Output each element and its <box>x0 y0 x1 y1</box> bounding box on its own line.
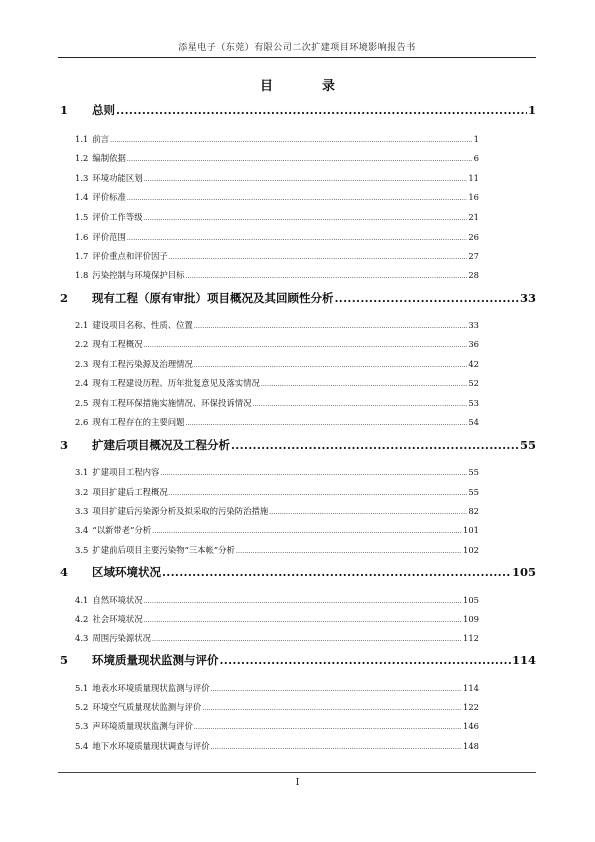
toc-entry-label: 声环境质量现状监测与评价 <box>92 721 193 731</box>
toc-chapter-4[interactable] <box>60 564 536 580</box>
dot-leader <box>194 323 468 330</box>
toc-entry-label: 编制依据 <box>92 153 126 163</box>
dot-leader <box>152 528 462 535</box>
toc-entry-page: 148 <box>463 741 479 751</box>
toc-entry-label: 总则 <box>92 103 115 117</box>
toc-entry-number: 1.4 <box>75 192 89 202</box>
toc-title: 目 录 <box>259 79 353 94</box>
toc-entry-number: 5.4 <box>75 741 89 751</box>
toc-section-1-3[interactable] <box>75 172 479 184</box>
toc-chapter-3[interactable] <box>60 437 536 453</box>
toc-entry-number: 1.1 <box>75 134 89 144</box>
toc-entry-label: 现有工程污染源及治理情况 <box>92 359 193 369</box>
toc-entry-label: 地下水环境质量现状调查与评价 <box>92 741 210 751</box>
toc-entry-label: 扩建项目工程内容 <box>92 467 160 477</box>
toc-entry-page: 146 <box>463 721 479 731</box>
toc-entry-page: 1 <box>527 103 536 117</box>
toc-entry-number: 1.8 <box>75 270 89 280</box>
toc-entry-number: 1.7 <box>75 251 89 261</box>
toc-entry-page: 33 <box>468 320 479 330</box>
toc-entry-number: 5.1 <box>75 683 89 693</box>
toc-entry-page: 16 <box>468 192 479 202</box>
toc-section-1-8[interactable] <box>75 269 479 281</box>
dot-leader <box>169 254 468 261</box>
toc-entry-number: 1.5 <box>75 212 89 222</box>
toc-entry-label: 区域环境状况 <box>92 565 161 579</box>
dot-leader <box>144 617 462 624</box>
toc-section-3-3[interactable] <box>75 505 479 517</box>
dot-leader <box>152 636 462 643</box>
toc-entry-label: 现有工程存在的主要问题 <box>92 417 185 427</box>
toc-entry-label: 现有工程建设历程、历年批复意见及落实情况 <box>92 378 260 388</box>
toc-entry-label: 项目扩建后污染源分析及拟采取的污染防治措施 <box>92 506 269 516</box>
footer-divider <box>58 772 536 773</box>
toc-section-5-2[interactable] <box>75 701 479 713</box>
toc-section-2-4[interactable] <box>75 377 479 389</box>
toc-section-3-1[interactable] <box>75 466 479 478</box>
toc-entry-number: 4.2 <box>75 614 89 624</box>
dot-leader <box>116 103 527 117</box>
toc-entry-number: 1.2 <box>75 153 89 163</box>
toc-entry-number: 4 <box>60 565 69 579</box>
toc-entry-number: 5.2 <box>75 702 89 712</box>
toc-entry-label: 社会环境状况 <box>92 614 143 624</box>
toc-entry-number: 3.5 <box>75 545 89 555</box>
toc-section-2-2[interactable] <box>75 338 479 350</box>
toc-section-1-6[interactable] <box>75 231 479 243</box>
toc-chapter-1[interactable] <box>60 102 536 118</box>
toc-section-2-1[interactable] <box>75 319 479 331</box>
toc-entry-label: 污染控制与环境保护目标 <box>92 270 185 280</box>
toc-entry-page: 53 <box>468 398 479 408</box>
toc-entry-number: 3.2 <box>75 487 89 497</box>
dot-leader <box>162 565 511 579</box>
toc-entry-page: 114 <box>511 653 536 667</box>
toc-entry-number: 1.6 <box>75 232 89 242</box>
dot-leader <box>127 235 468 242</box>
toc-entry-number: 2.6 <box>75 417 89 427</box>
toc-entry-number: 4.3 <box>75 633 89 643</box>
toc-section-3-4[interactable] <box>75 524 479 536</box>
toc-entry-page: 52 <box>468 378 479 388</box>
toc-chapter-5[interactable] <box>60 652 536 668</box>
toc-entry-page: 6 <box>473 153 479 163</box>
toc-entry-page: 122 <box>463 702 479 712</box>
toc-section-5-1[interactable] <box>75 682 479 694</box>
dot-leader <box>252 401 467 408</box>
toc-section-2-5[interactable] <box>75 397 479 409</box>
toc-chapter-2[interactable] <box>60 290 536 306</box>
toc-entry-label: 评价范围 <box>92 232 126 242</box>
toc-entry-number: 2.4 <box>75 378 89 388</box>
dot-leader <box>211 744 462 751</box>
dot-leader <box>144 342 468 349</box>
toc-entry-page: 55 <box>468 487 479 497</box>
toc-entry-page: 82 <box>468 506 479 516</box>
dot-leader <box>261 381 468 388</box>
toc-entry-page: 42 <box>468 359 479 369</box>
toc-section-4-1[interactable] <box>75 594 479 606</box>
dot-leader <box>231 438 519 452</box>
toc-entry-label: 周围污染源状况 <box>92 633 151 643</box>
dot-leader <box>185 420 467 427</box>
dot-leader <box>110 137 473 144</box>
toc-section-1-4[interactable] <box>75 191 479 203</box>
toc-entry-number: 5 <box>60 653 69 667</box>
toc-entry-page: 54 <box>468 417 479 427</box>
toc-entry-label: 现有工程环保措施实施情况、环保投诉情况 <box>92 398 252 408</box>
toc-entry-page: 26 <box>468 232 479 242</box>
toc-entry-number: 2 <box>60 291 69 305</box>
toc-section-1-2[interactable] <box>75 152 479 164</box>
toc-entry-page: 33 <box>519 291 536 305</box>
toc-section-1-1[interactable] <box>75 133 479 145</box>
dot-leader <box>194 362 468 369</box>
toc-entry-label: 评价工作等级 <box>92 212 143 222</box>
toc-entry-label: 建设项目名称、性质、位置 <box>92 320 193 330</box>
running-header: 添星电子（东莞）有限公司二次扩建项目环境影响报告书 <box>178 43 416 53</box>
toc-entry-label: 评价标准 <box>92 192 126 202</box>
toc-entry-number: 2.2 <box>75 339 89 349</box>
toc-entry-label: 环境空气质量现状监测与评价 <box>92 702 202 712</box>
toc-entry-page: 105 <box>511 565 536 579</box>
toc-section-2-6[interactable] <box>75 416 479 428</box>
toc-section-4-2[interactable] <box>75 613 479 625</box>
toc-section-1-7[interactable] <box>75 250 479 262</box>
toc-entry-page: 55 <box>468 467 479 477</box>
toc-entry-page: 27 <box>468 251 479 261</box>
toc-entry-label: 评价重点和评价因子 <box>92 251 168 261</box>
dot-leader <box>269 509 467 516</box>
dot-leader <box>194 724 462 731</box>
dot-leader <box>236 548 462 555</box>
toc-entry-label: 环境质量现状监测与评价 <box>92 653 219 667</box>
toc-entry-page: 112 <box>463 633 479 643</box>
toc-entry-number: 5.3 <box>75 721 89 731</box>
toc-section-3-2[interactable] <box>75 486 479 498</box>
toc-entry-label: 扩建前后项目主要污染物“三本帐”分析 <box>92 545 235 555</box>
toc-entry-page: 114 <box>463 683 479 693</box>
toc-entry-number: 2.5 <box>75 398 89 408</box>
toc-entry-label: “以新带老”分析 <box>92 525 152 535</box>
toc-entry-page: 1 <box>473 134 479 144</box>
toc-section-5-3[interactable] <box>75 720 479 732</box>
toc-entry-page: 11 <box>468 173 479 183</box>
dot-leader <box>144 215 468 222</box>
toc-entry-number: 1 <box>60 103 69 117</box>
dot-leader <box>127 156 473 163</box>
dot-leader <box>144 176 468 183</box>
toc-entry-label: 前言 <box>92 134 110 144</box>
toc-entry-label: 扩建后项目概况及工程分析 <box>92 438 230 452</box>
toc-entry-page: 55 <box>519 438 536 452</box>
toc-entry-label: 环境功能区划 <box>92 173 143 183</box>
toc-section-4-3[interactable] <box>75 632 479 644</box>
toc-entry-number: 4.1 <box>75 595 89 605</box>
toc-entry-page: 102 <box>463 545 479 555</box>
toc-entry-page: 105 <box>463 595 479 605</box>
toc-entry-page: 101 <box>463 525 479 535</box>
dot-leader <box>160 470 467 477</box>
toc-entry-label: 项目扩建后工程概况 <box>92 487 168 497</box>
toc-entry-page: 21 <box>468 212 479 222</box>
toc-section-3-5[interactable] <box>75 544 479 556</box>
toc-entry-label: 现有工程（原有审批）项目概况及其回顾性分析 <box>92 291 334 305</box>
dot-leader <box>220 653 511 667</box>
dot-leader <box>211 686 462 693</box>
toc-entry-number: 3.3 <box>75 506 89 516</box>
toc-entry-label: 自然环境状况 <box>92 595 143 605</box>
toc-entry-page: 28 <box>468 270 479 280</box>
toc-entry-number: 3.4 <box>75 525 89 535</box>
dot-leader <box>202 705 462 712</box>
toc-entry-label: 地表水环境质量现状监测与评价 <box>92 683 210 693</box>
toc-entry-number: 3 <box>60 438 69 452</box>
toc-entry-page: 109 <box>463 614 479 624</box>
toc-section-2-3[interactable] <box>75 358 479 370</box>
toc-entry-label: 现有工程概况 <box>92 339 143 349</box>
dot-leader <box>335 291 519 305</box>
toc-entry-number: 2.1 <box>75 320 89 330</box>
toc-section-5-4[interactable] <box>75 740 479 752</box>
dot-leader <box>127 195 468 202</box>
dot-leader <box>144 598 462 605</box>
page-number: I <box>295 778 300 788</box>
toc-entry-page: 36 <box>468 339 479 349</box>
dot-leader <box>169 490 468 497</box>
toc-entry-number: 1.3 <box>75 173 89 183</box>
toc-section-1-5[interactable] <box>75 211 479 223</box>
toc-entry-number: 3.1 <box>75 467 89 477</box>
dot-leader <box>185 273 467 280</box>
toc-entry-number: 2.3 <box>75 359 89 369</box>
